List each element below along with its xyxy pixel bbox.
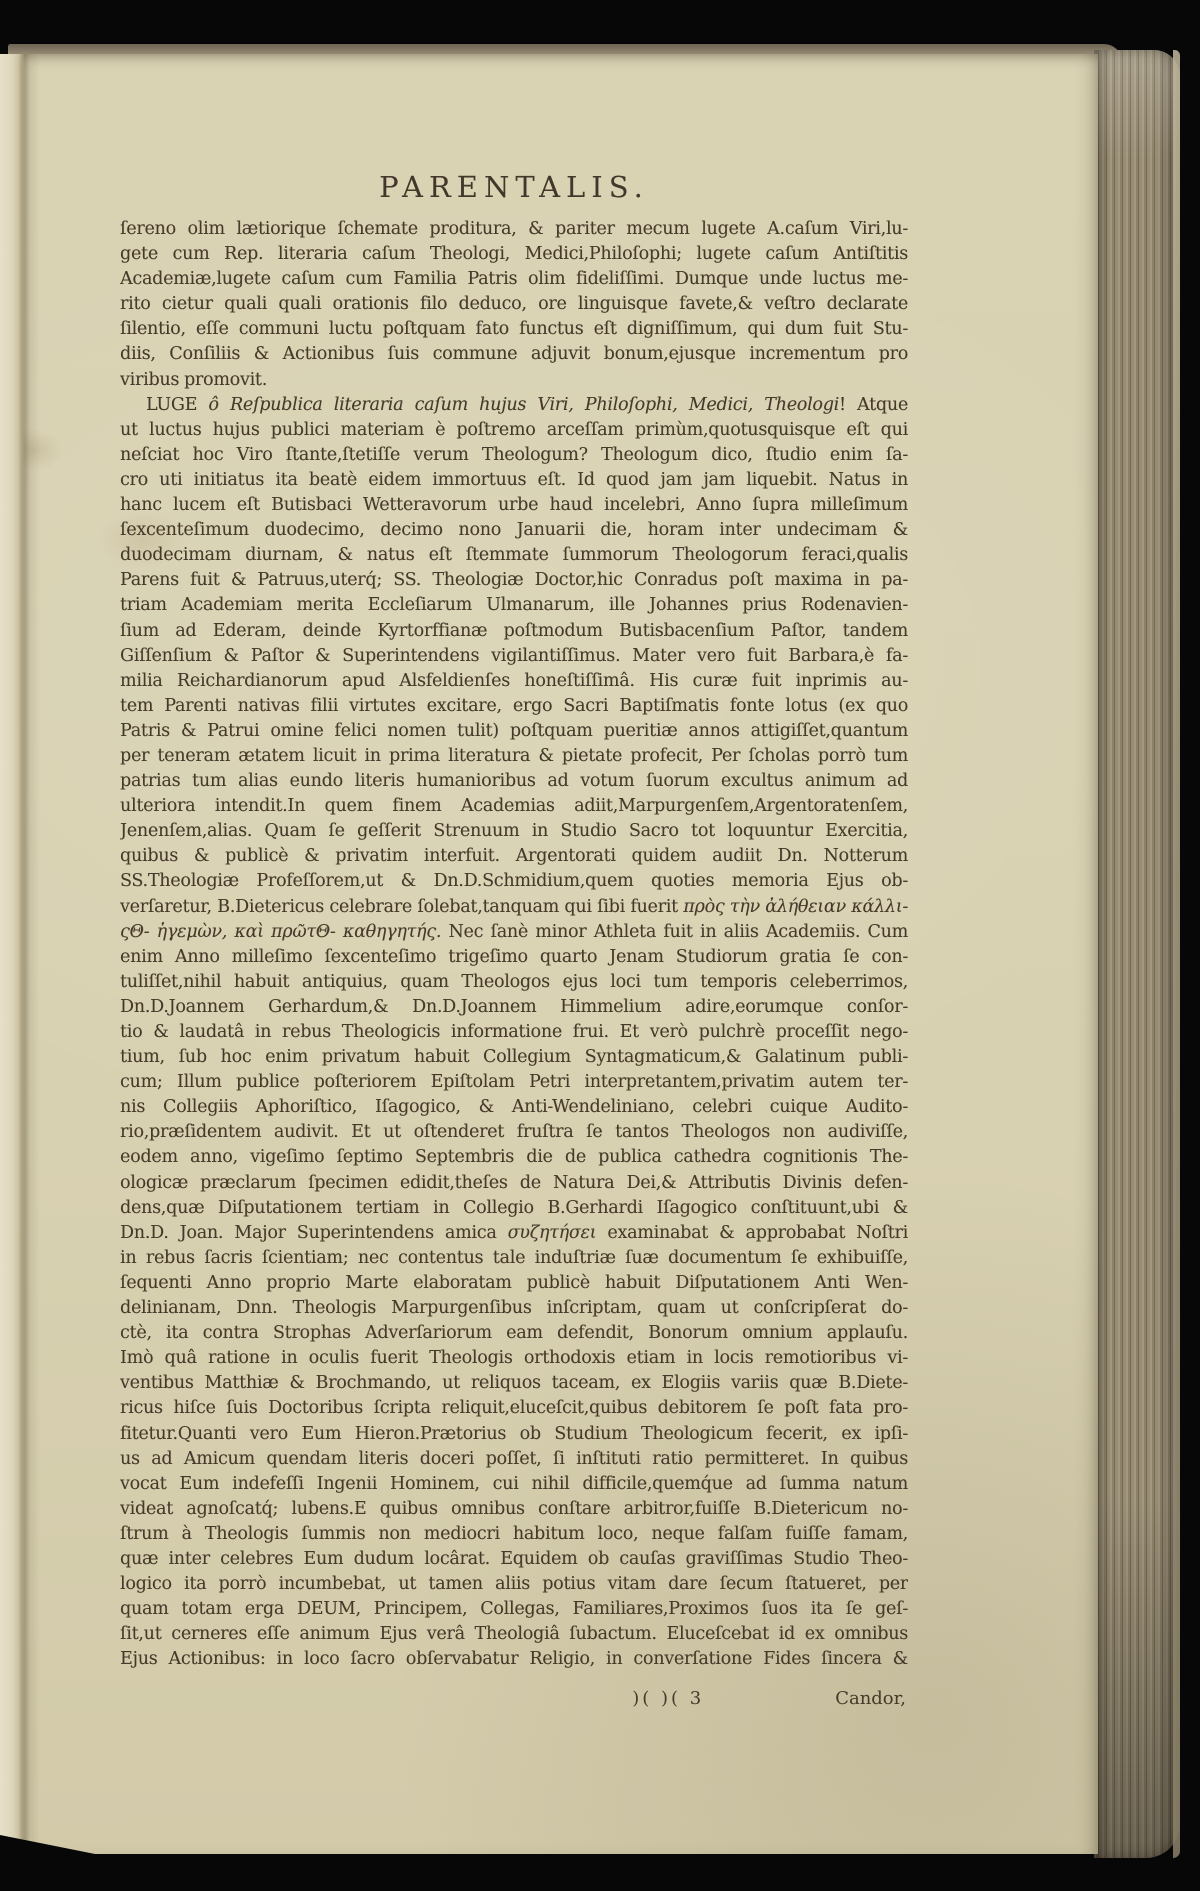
text-line [120,869,908,894]
body-text-segment: milia Reichardianorum apud Alsfeldienſes honeſtiſſimâ. His curæ fuit inprimis au- [120,670,908,691]
body-text-segment: Parens fuit & Patruus,uterq́; SS. Theologiæ Doctor,hic Conradus poſt maxima in pa- [120,570,908,591]
text-line [120,1171,908,1196]
body-text-segment: hanc lucem eſt Butisbaci Wetteravorum urbe haud incelebri, Anno ſupra milleſimum [120,495,908,516]
body-text-segment: tem Parenti nativas filii virtutes excitare, ergo Sacri Baptiſmatis fonte lotus (ex quo [120,695,908,716]
body-text-segment: SS.Theologiæ Profeſſorem,ut & Dn.D.Schmidium,quem quoties memoria Ejus ob- [120,871,908,892]
greek-text: συζητήσει [507,1222,597,1243]
text-line [120,895,908,920]
text-line [120,1447,908,1472]
text-line [120,1647,908,1672]
body-text-segment: enim Anno milleſimo ſexcenteſimo trigeſimo quarto Jenam Studiorum gratia ſe con- [120,946,908,967]
signature-line [120,1688,908,1714]
text-line [120,1020,908,1045]
body-text-segment: Nec ſanè minor Athleta fuit in aliis Academiis. Cum [441,921,908,942]
body-text-segment: quam totam erga DEUM, Principem, Collegas, Familiares,Proximos ſuos ita ſe geſ- [120,1599,908,1620]
text-line [120,242,908,267]
catchword: Candor, [835,1688,906,1710]
body-text-segment: Jenenſem,alias. Quam ſe geſſerit Strenuum in Studio Sacro tot loquuntur Exercitia, [120,821,908,842]
body-text-segment: Imò quâ ratione in oculis fuerit Theologis orthodoxis etiam in locis remotioribus vi- [120,1348,908,1369]
text-line [120,1396,908,1421]
book-fore-edge [1094,50,1180,1858]
text-line [120,1221,908,1246]
body-text-segment: videat agnoſcatq́; lubens.E quibus omnibus conſtare arbitror,fuiſſe B.Dietericum no- [120,1498,908,1519]
text-line [120,368,908,393]
text-line [120,1120,908,1145]
body-text-segment: ſilentio, eſſe communi luctu poſtquam fato functus eſt digniſſimum, qui dum fuit Stu- [120,319,908,340]
body-text-segment: ologicæ præclarum ſpecimen edidit,theſes de Natura Dei,& Attributis Divinis defen- [120,1172,908,1193]
greek-text: ςΘ- ἡγεμὼν, καὶ πρῶτΘ- καθηγητής. [120,921,442,942]
body-text-segment: quæ inter celebres Eum dudum locârat. Equidem ob cauſas graviſſimas Studio Theo- [120,1548,908,1569]
italic-text: ô Reſpublica literaria caſum hujus Viri, Philoſophi, Medici, Theologi [208,394,840,415]
body-text-segment: tio & laudatâ in rebus Theologicis informatione frui. Et verò pulchrè proceſſit nego- [120,1022,908,1042]
text-line [120,418,908,443]
text-line [120,1597,908,1622]
text-line [120,292,908,317]
text-line [120,1145,908,1170]
text-line [120,1070,908,1095]
text-line [120,1321,908,1346]
text-line [120,644,908,669]
body-text-segment: tium, ſub hoc enim privatum habuit Collegium Syntagmaticum,& Galatinum publi- [120,1047,908,1068]
body-text-segment: triam Academiam merita Eccleſiarum Ulmanarum, ille Johannes prius Rodenavien- [120,595,908,616]
body-text-segment: ſexcenteſimum duodecimo, decimo nono Januarii die, horam inter undecimam & [120,520,908,541]
page-content [120,170,908,1714]
body-text-segment: diis, Conſiliis & Actionibus ſuis commune adjuvit bonum,ejusque incrementum pro [120,344,908,365]
text-line [120,769,908,794]
text-line [120,995,908,1020]
text-line [120,1497,908,1522]
body-text-segment: cum; Illum publice poſteriorem Epiſtolam Petri interpretantem,privatim autem ter- [120,1072,908,1093]
text-line [120,317,908,342]
body-text-segment: ! Atque [839,394,908,415]
text-line [120,518,908,543]
text-line [120,1296,908,1321]
text-line [120,1246,908,1271]
page-title: PARENTALIS. [379,170,649,204]
body-text-segment: duodecimam diurnam, & natus eſt ſtemmate ſummorum Theologorum feraci,qualis [120,545,908,566]
body-text-segment: viribus promovit. [120,369,268,390]
text-line [120,468,908,493]
body-text-segment: ctè, ita contra Strophas Adverſariorum eam defendit, Bonorum omnium applauſu. [120,1323,908,1344]
text-line [120,744,908,769]
body-text-segment: Academiæ,lugete caſum cum Familia Patris olim fideliſſimi. Dumque unde luctus me- [120,269,908,290]
body-text-segment: ſtrum à Theologis ſummis non mediocri habitum loco, neque falſam fuiſſe famam, [120,1523,908,1544]
text-line [120,1196,908,1221]
body-text-segment: examinabat & approbabat Noſtri [596,1222,908,1243]
body-text-segment: Dn.D. Joan. Major Superintendens amica [120,1222,508,1243]
body-text-segment: vocat Eum indefeſſi Ingenii Hominem, cui nihil difficile,quemq́ue ad ſumma natum [120,1473,908,1494]
body-text-segment: ventibus Matthiæ & Brochmando, ut reliquos taceam, ex Elogiis variis quæ B.Diete- [120,1373,908,1394]
text-line [120,593,908,618]
text-line [120,1622,908,1647]
body-text-segment: verſaretur, B.Dietericus celebrare ſolebat,tanquam qui ſibi fuerit [120,896,684,917]
body-text-segment: rito cietur quali quali orationis filo deduco, ore linguisque favete,& veſtro declarate [120,294,908,315]
text-line [120,844,908,869]
body-text-segment: patrias tum alias eundo literis humanioribus ad votum ſuorum excultus animum ad [120,771,908,792]
body-text-segment: ſit,ut cerneres eſſe animum Ejus verâ Theologiâ ſubactum. Eluceſcebat id ex omnibus [120,1624,908,1645]
signature-mark: )( )( 3 [632,1688,705,1710]
body-text-segment: tuliſſet,nihil habuit antiquius, quam Theologos ejus loci tum temporis celeberrimos, [120,971,908,992]
text-line [120,1547,908,1572]
body-text-segment: Ejus Actionibus: in loco ſacro obſervabatur Religio, in converſatione Fides ſincera & [120,1649,908,1670]
text-line [120,970,908,995]
text-line [120,945,908,970]
body-text-segment: per teneram ætatem licuit in prima literatura & pietate profecit, Per ſcholas porrò tum [120,745,908,766]
text-line [120,669,908,694]
body-text-segment: logico ita porrò incumbebat, ut tamen aliis potius vitam dare ſecum ſtatueret, per [120,1574,908,1595]
text-line [120,1472,908,1497]
body-text-segment: ut luctus hujus publici materiam è poſtremo arceſſam primùm,quotusquisque eſt qui [120,419,908,440]
body-text-segment: ſereno olim lætiorique ſchemate proditura, & pariter mecum lugete A.caſum Viri,lu- [120,219,908,239]
body-text-segment: eodem anno, vigeſimo ſeptimo Septembris die de publica cathedra cognitionis The- [120,1147,908,1168]
body-text-segment: gete cum Rep. literaria caſum Theologi, Medici,Philoſophi; lugete caſum Antiſtitis [120,244,908,265]
body-text-segment: ulteriora intendit.In quem finem Academias adiit,Marpurgenſem,Argentoratenſem, [120,796,908,817]
text-line [120,1346,908,1371]
text-line [120,342,908,367]
body-text-segment: us ad Amicum quendam literis doceri poſſet, ſi inſtituti ratio permitteret. In quibus [120,1448,908,1469]
book-page [0,44,1180,1858]
body-text-segment: fitetur.Quanti vero Eum Hieron.Prætorius ob Studium Theologicum fecerit, ex ipſi- [120,1423,908,1444]
greek-text: πρὸς τὴν ἀλήθειαν κάλλι- [683,896,908,917]
text-line [120,393,908,418]
text-line [120,619,908,644]
text-line [120,1572,908,1597]
page-gutter-fold [0,54,48,1854]
text-line [120,543,908,568]
body-text-segment: LUGE [146,394,209,415]
text-line [120,719,908,744]
body-text-segment: neſciat hoc Viro ſtante,ſtetiſſe verum Theologum? Theologum dico, ſtudio enim ſa- [120,444,908,465]
body-text-segment: dens,quæ Diſputationem tertiam in Collegio B.Gerhardi Iſagogico conſtituunt,ubi & [120,1197,908,1218]
body-text-segment: Dn.D.Joannem Gerhardum,& Dn.D.Joannem Himmelium adire,eorumque conſor- [120,996,908,1017]
text-line [120,1271,908,1296]
body-text-segment: ſequenti Anno proprio Marte elaboratam publicè habuit Diſputationem Anti Wen- [120,1272,908,1293]
body-text-segment: in rebus ſacris ſcientiam; nec contentus tale induſtriæ ſuæ documentum ſe exhibuiſſe, [120,1247,908,1268]
body-text-segment: Giſſenſium & Paſtor & Superintendens vigilantiſſimus. Mater vero fuit Barbara,è fa- [120,645,908,666]
text-line [120,694,908,719]
body-text-segment: ricus hiſce ſuis Doctoribus ſcripta reliquit,eluceſcit,quibus debitorem ſe poſt fata pro- [120,1398,908,1419]
text-line [120,819,908,844]
body-text-segment: Patris & Patrui omine felici nomen tulit) poſtquam pueritiæ annos attigiſſet,quantum [120,720,908,741]
text-line [120,1422,908,1447]
body-text-segment: quibus & publicè & privatim interfuit. Argentorati quidem audiit Dn. Notterum [120,846,908,867]
text-line [120,1522,908,1547]
body-text-segment: delinianam, Dnn. Theologis Marpurgenſibus inſcriptam, quam ut conſcripſerat do- [120,1298,908,1319]
text-line [120,920,908,945]
text-line [120,493,908,518]
page-paper [0,54,1098,1854]
body-text-segment: nis Collegiis Aphoriſtico, Iſagogico, & Anti-Wendeliniano, celebri cuique Audito- [120,1097,908,1118]
text-line [120,1045,908,1070]
text-line [120,267,908,292]
body-text [120,217,908,1672]
text-line [120,568,908,593]
text-line [120,217,908,242]
text-line [120,1371,908,1396]
text-line [120,1095,908,1120]
body-text-segment: ſium ad Ederam, deinde Kyrtorffianæ poſtmodum Butisbacenſium Paſtor, tandem [120,620,908,641]
text-line [120,794,908,819]
body-text-segment: cro uti initiatus ita beatè eidem immortuus eſt. Id quod jam jam liquebit. Natus in [120,469,908,490]
text-line [120,443,908,468]
body-text-segment: rio,præſidentem audivit. Et ut oſtenderet fruſtra ſe tantos Theologos non audiviſſe, [120,1122,908,1143]
